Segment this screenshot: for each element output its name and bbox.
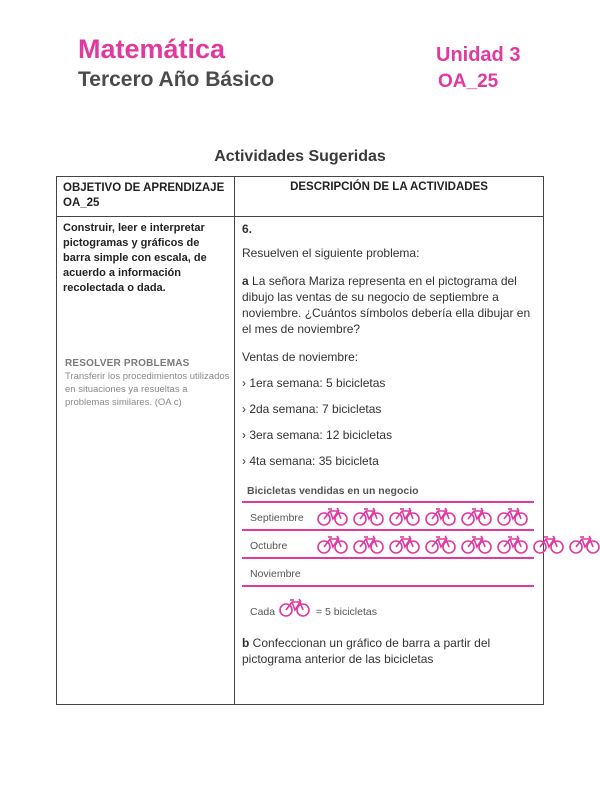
week-3: › 3era semana: 12 bicicletas (242, 428, 393, 442)
bicycle-icon (424, 506, 457, 526)
bicycle-icon (316, 506, 349, 526)
activities-table (56, 176, 544, 705)
bicycle-icon (460, 506, 493, 526)
part-b-text: Confeccionan un gráfico de barra a partir del pictograma anterior de las bicicletas (242, 636, 491, 666)
bicycle-icon (424, 534, 457, 554)
pictogram-row-label: Septiembre (250, 512, 304, 524)
pictogram-row-0 (242, 503, 534, 531)
bicycle-icon (496, 506, 529, 526)
grade-title: Tercero Año Básico (78, 68, 275, 91)
table-row (57, 217, 544, 705)
legend-value: = 5 bicicletas (316, 606, 377, 618)
pictogram-legend (242, 595, 534, 621)
pictogram-row-label: Octubre (250, 540, 288, 552)
bicycle-icon (352, 506, 385, 526)
activity-number: 6. (242, 222, 253, 236)
part-a-label: a (242, 274, 249, 288)
description-column-header: DESCRIPCIÓN DE LA ACTIVIDADES (235, 177, 544, 217)
objective-column-header: OBJETIVO DE APRENDIZAJE OA_25 (57, 177, 235, 217)
part-b (242, 635, 537, 667)
skill-box (65, 358, 234, 409)
pictogram (242, 483, 534, 621)
skill-text: Transferir los procedimientos utilizados en situaciones ya resueltas a problemas similares. (OA c) (65, 371, 230, 408)
bicycle-icon (568, 534, 600, 554)
unit-label: Unidad 3 (436, 44, 521, 66)
oa-code: OA_25 (438, 71, 499, 92)
section-title: Actividades Sugeridas (214, 148, 386, 165)
pictogram-row-2 (242, 559, 534, 587)
week-1: › 1era semana: 5 bicicletas (242, 376, 386, 390)
bicycle-icon (460, 534, 493, 554)
objective-cell (57, 217, 235, 705)
bicycle-icon (278, 597, 311, 617)
bicycle-icon (388, 534, 421, 554)
week-2: › 2da semana: 7 bicicletas (242, 402, 382, 416)
subject-title: Matemática (78, 34, 226, 64)
skill-title: RESOLVER PROBLEMAS (65, 358, 190, 369)
sales-title: Ventas de noviembre: (242, 350, 359, 364)
bicycle-icon (532, 534, 565, 554)
legend-label: Cada (250, 606, 276, 618)
bicycle-icon (388, 506, 421, 526)
objective-text: Construir, leer e interpretar pictogramas y gráficos de barra simple con escala, de acuerdo a información recolectada o dada. (63, 222, 207, 294)
pictogram-row-symbols (316, 534, 600, 554)
pictogram-row-symbols (316, 506, 529, 526)
pictogram-title: Bicicletas vendidas en un negocio (247, 485, 419, 497)
bicycle-icon (352, 534, 385, 554)
pictogram-row-label: Noviembre (250, 568, 301, 580)
activity-intro: Resuelven el siguiente problema: (242, 246, 420, 260)
table-header-row (57, 177, 544, 217)
pictogram-row-1 (242, 531, 534, 559)
bicycle-icon (496, 534, 529, 554)
bicycle-icon (316, 534, 349, 554)
part-a-text: La señora Mariza representa en el pictograma del dibujo las ventas de su negocio de septiembre a noviembre. ¿Cuántos símbolos debería ella dibujar en el mes de noviembre? (242, 274, 531, 336)
week-4: › 4ta semana: 35 bicicleta (242, 454, 379, 468)
description-cell (235, 217, 544, 705)
part-a (242, 273, 537, 337)
part-b-label: b (242, 636, 250, 650)
